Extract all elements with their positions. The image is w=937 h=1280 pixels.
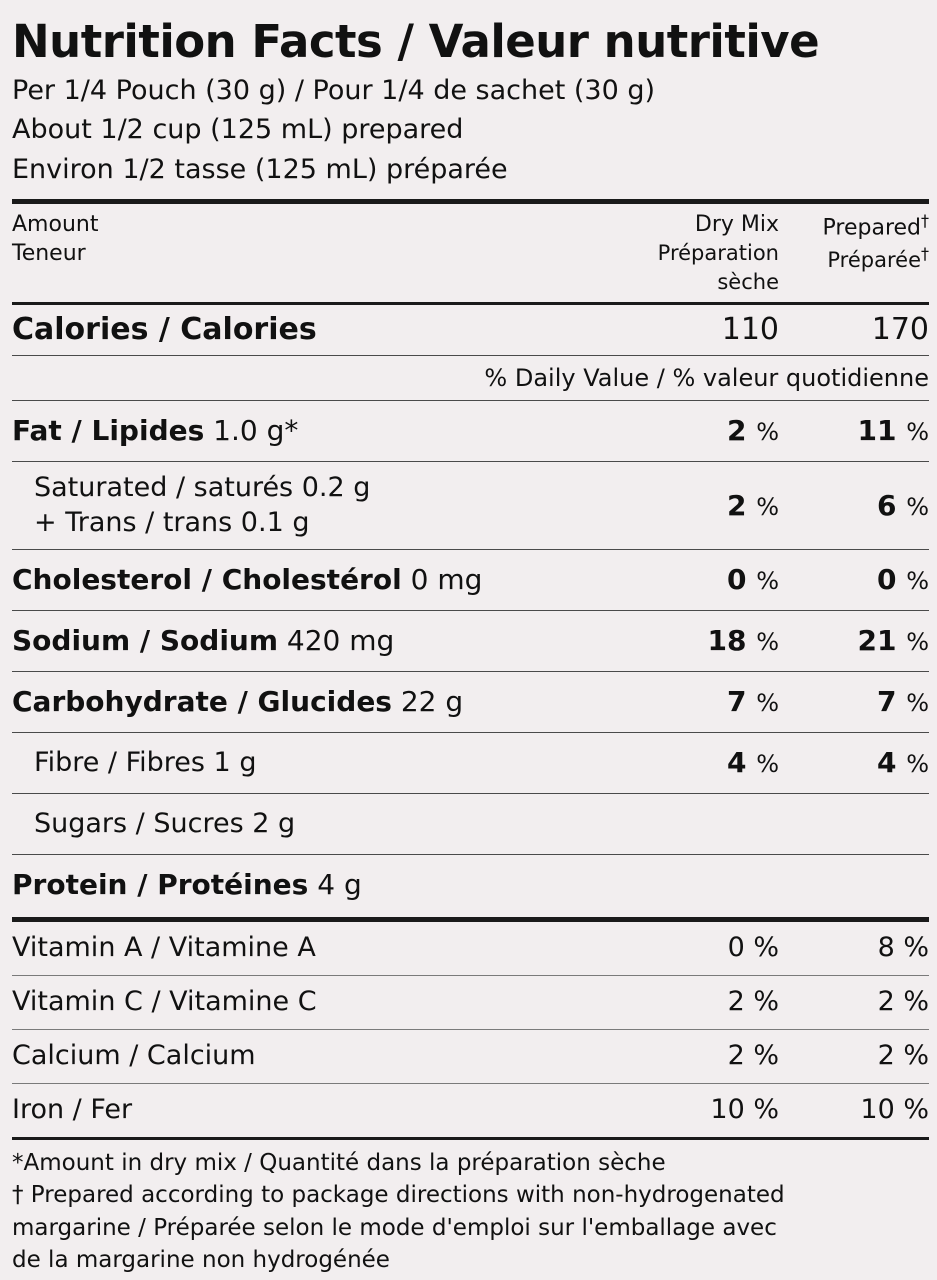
footnote-line-3: margarine / Préparée selon le mode d'emploi sur l'emballage avec: [12, 1214, 777, 1241]
nutrient-dry-mix-value: 7 %: [726, 685, 779, 719]
calories-row: [12, 305, 929, 355]
table-row: [12, 550, 929, 610]
footnote-line-2: † Prepared according to package directions with non-hydrogenated: [12, 1182, 785, 1209]
footnote-line-1: *Amount in dry mix / Quantité dans la préparation sèche: [12, 1149, 666, 1176]
nutrient-dry-mix-value: 18 %: [707, 624, 779, 658]
nutrient-dry-mix-value: 2 %: [726, 413, 779, 447]
table-row: [12, 1030, 929, 1083]
table-row: [12, 976, 929, 1029]
nutrient-name: Fat / Lipides 1.0 g*: [12, 413, 299, 447]
table-row: [12, 855, 929, 915]
nutrient-name: Fibre / Fibres 1 g: [34, 746, 257, 778]
nutrient-dry-mix-value: 2 %: [727, 986, 779, 1018]
nutrient-name: Protein / Protéines 4 g: [12, 868, 362, 902]
dry-mix-header: [614, 210, 779, 296]
serving-size-line-1: Per 1/4 Pouch (30 g) / Pour 1/4 de sachet (30 g): [12, 75, 656, 107]
nutrient-name: Sugars / Sucres 2 g: [34, 807, 296, 839]
table-row: [12, 1084, 929, 1137]
nutrient-prepared-value: 8 %: [877, 932, 929, 964]
nutrient-prepared-value: 0 %: [876, 563, 929, 597]
nutrient-name: Carbohydrate / Glucides 22 g: [12, 685, 464, 719]
amount-header-en: Amount: [12, 211, 99, 237]
nutrient-dry-mix-value: 2 %: [727, 1040, 779, 1072]
nutrient-prepared-value: 2 %: [877, 986, 929, 1018]
nutrient-name: Sodium / Sodium 420 mg: [12, 624, 395, 658]
dry-mix-header-en: Dry Mix: [694, 211, 779, 237]
table-row: [12, 401, 929, 461]
nutrient-prepared-value: 6 %: [876, 488, 929, 522]
nutrient-dry-mix-value: 10 %: [710, 1093, 779, 1125]
nutrient-dry-mix-value: 0 %: [726, 563, 779, 597]
dry-mix-header-fr: Préparation sèche: [657, 241, 779, 294]
serving-size-line-2: About 1/2 cup (125 mL) prepared: [12, 114, 464, 146]
nutrient-dry-mix-value: 4 %: [726, 746, 779, 780]
calories-dry-mix-value: 110: [721, 312, 779, 348]
nutrient-name: Saturated / saturés 0.2 g + Trans / trans 0.1 g: [34, 472, 371, 538]
footnote-line-4: de la margarine non hydrogénée: [12, 1246, 390, 1273]
prepared-header-fr: Préparée†: [827, 243, 929, 272]
table-row: [12, 672, 929, 732]
amount-header: [12, 210, 614, 269]
dagger-symbol: †: [921, 210, 929, 230]
nutrient-name: Vitamin A / Vitamine A: [12, 932, 316, 964]
footnotes: [12, 1140, 929, 1275]
nutrient-name: Cholesterol / Cholestérol 0 mg: [12, 563, 483, 597]
calories-label: Calories / Calories: [12, 312, 317, 348]
dagger-symbol-fr: †: [921, 243, 929, 263]
calories-prepared-value: 170: [871, 312, 929, 348]
nutrient-prepared-value: 11 %: [857, 413, 929, 447]
nutrient-prepared-value: 21 %: [857, 624, 929, 658]
serving-size-line-3: Environ 1/2 tasse (125 mL) préparée: [12, 153, 508, 185]
amount-header-fr: Teneur: [12, 241, 86, 267]
prepared-header-en: Prepared†: [822, 210, 929, 240]
nutrient-name: Vitamin C / Vitamine C: [12, 986, 317, 1018]
nutrient-prepared-value: 7 %: [876, 685, 929, 719]
nutrient-dry-mix-value: 0 %: [727, 932, 779, 964]
page-title: Nutrition Facts / Valeur nutritive: [12, 15, 820, 68]
nutrient-prepared-value: 4 %: [876, 746, 929, 780]
column-header-row: [12, 204, 929, 302]
table-row: [12, 611, 929, 671]
table-row: [12, 462, 929, 549]
table-row: [12, 794, 929, 854]
daily-value-caption: % Daily Value / % valeur quotidienne: [484, 364, 929, 393]
prepared-header: [779, 210, 929, 274]
table-row: [12, 733, 929, 793]
nutrient-prepared-value: 2 %: [877, 1040, 929, 1072]
nutrient-name: Calcium / Calcium: [12, 1040, 256, 1072]
nutrient-prepared-value: 10 %: [860, 1093, 929, 1125]
nutrient-name: Iron / Fer: [12, 1093, 133, 1125]
table-row: [12, 922, 929, 975]
nutrient-dry-mix-value: 2 %: [726, 488, 779, 522]
